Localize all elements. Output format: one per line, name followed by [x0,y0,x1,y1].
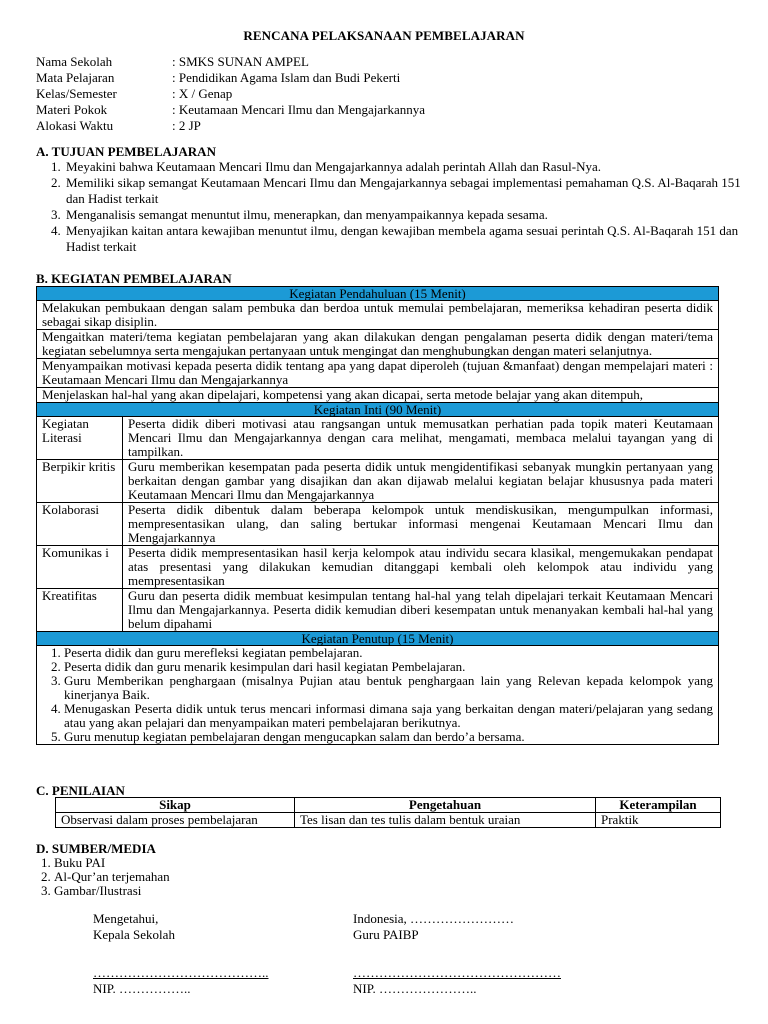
identity-key: Alokasi Waktu [36,118,114,133]
assessment-table [55,797,721,828]
assessment-header-row [56,798,721,813]
penutup-row [37,646,719,745]
assessment-cell: Praktik [596,813,721,828]
media-list [36,856,170,898]
media-item: 1. Buku PAI [54,856,170,870]
identity-key: Nama Sekolah [36,54,113,69]
inti-label: Kolaborasi [37,503,123,546]
inti-row [37,417,719,460]
inti-text: Peserta didik diberi motivasi atau rangsangan untuk memusatkan perhatian pada topik materi Keutamaan Mencari Ilmu dan Mengajarkannya dengan cara melihat, mengamati, membaca melalui tayangan yang di tampilkan. [123,417,719,460]
pendahuluan-header-row [37,287,719,301]
inti-label: Kreatifitas [37,589,123,632]
media-item: 3. Gambar/Ilustrasi [54,884,170,898]
penutup-item: 1. Peserta didik dan guru merefleksi kegiatan pembelajaran. [64,646,713,660]
assessment-header: Sikap [56,798,295,813]
pendahuluan-text: Melakukan pembukaan dengan salam pembuka dan berdoa untuk memulai pembelajaran, memeriksa kehadiran peserta didik sebagai sikap disiplin. [37,301,719,330]
inti-label: Berpikir kritis [37,460,123,503]
penutup-item: 2. Peserta didik dan guru menarik kesimpulan dari hasil kegiatan Pembelajaran. [64,660,713,674]
assessment-cell: Tes lisan dan tes tulis dalam bentuk uraian [295,813,596,828]
identity-row [36,118,425,134]
penutup-item: 4. Menugaskan Peserta didik untuk terus mencari informasi dimana saja yang berkaitan dengan materi/pelajaran yang sedang atau yang akan pelajari dan menyampaikan materi pembelajaran berikutnya. [64,702,713,730]
penutup-header-row [37,632,719,646]
signature-right [353,911,561,997]
goal-item: 4. Menyajikan kaitan antara kewajiban menuntut ilmu, dengan kewajiban membela agama sesuai perintah Q.S. Al-Baqarah 151 dan Hadist terkait [64,223,762,255]
identity-key: Mata Pelajaran [36,70,115,85]
assessment-cell: Observasi dalam proses pembelajaran [56,813,295,828]
pendahuluan-text: Menjelaskan hal-hal yang akan dipelajari, kompetensi yang akan dicapai, serta metode belajar yang akan ditempuh, [37,388,719,403]
pendahuluan-row [37,330,719,359]
identity-block [36,54,425,134]
identity-key: Kelas/Semester [36,86,117,101]
section-d-title: D. SUMBER/MEDIA [36,841,156,856]
identity-value: : X / Genap [172,86,233,101]
activities-table [36,286,719,745]
pendahuluan-row [37,388,719,403]
identity-row [36,86,425,102]
goal-item: 3. Menganalisis semangat menuntut ilmu, menerapkan, dan menyampaikannya kepada sesama. [64,207,762,223]
inti-text: Peserta didik mempresentasikan hasil kerja kelompok atau individu secara klasikal, mengemukakan pendapat atas presentasi yang dilakukan kemudian ditanggapi kembali oleh kelompok atau individu yang mempresentasikan [123,546,719,589]
penutup-item: 3. Guru Memberikan penghargaan (misalnya Pujian atau bentuk penghargaan lain yang Relevan kepada kelompok yang kinerjanya Baik. [64,674,713,702]
signature-right-line1: Indonesia, …………………… [353,911,515,926]
identity-row [36,70,425,86]
assessment-header: Pengetahuan [295,798,596,813]
inti-text: Peserta didik dibentuk dalam beberapa kelompok untuk mendiskusikan, mengumpulkan informasi, mempresentasikan ulang, dan saling bertukar informasi mengenai Keutamaan Mencari Ilmu dan Mengajarkannya [123,503,719,546]
signature-left-name-line: ………………………………….. [93,965,269,980]
signature-left [93,911,269,997]
signature-right-nip: NIP. ………………….. [353,981,477,996]
inti-header-row [37,403,719,417]
section-c-title: C. PENILAIAN [36,783,125,798]
pendahuluan-header: Kegiatan Pendahuluan (15 Menit) [37,287,719,301]
section-b-title: B. KEGIATAN PEMBELAJARAN [36,271,232,286]
signature-right-line2: Guru PAIBP [353,927,419,942]
inti-label: Komunikas i [37,546,123,589]
inti-text: Guru dan peserta didik membuat kesimpulan tentang hal-hal yang telah dipelajari terkait Keutamaan Mencari Ilmu dan Mengajarkannya. Peserta didik kemudian diberi kesempatan untuk menanyakan kembali hal-hal yang belum dipahami [123,589,719,632]
pendahuluan-text: Mengaitkan materi/tema kegiatan pembelajaran yang akan dilakukan dengan pengalaman peserta didik dengan materi/tema kegiatan sebelumnya serta mengajukan pertanyaan untuk mengingat dan menghubungkan dengan materi selanjutnya. [37,330,719,359]
goal-item: 2. Memiliki sikap semangat Keutamaan Mencari Ilmu dan Mengajarkannya sebagai implementasi pemahaman Q.S. Al-Baqarah 151 dan Hadist terkait [64,175,762,207]
signature-left-line2: Kepala Sekolah [93,927,175,942]
inti-text: Guru memberikan kesempatan pada peserta didik untuk mengidentifikasi sebanyak mungkin pertanyaan yang berkaitan dengan gambar yang disajikan dan akan dijawab melalui kegiatan belajar khususnya pada materi Keutamaan Mencari Ilmu dan Mengajarkannya [123,460,719,503]
identity-value: : Pendidikan Agama Islam dan Budi Pekerti [172,70,401,85]
signature-left-nip: NIP. …………….. [93,981,191,996]
assessment-row [56,813,721,828]
goals-list [36,159,762,255]
inti-row [37,460,719,503]
media-item: 2. Al-Qur’an terjemahan [54,870,170,884]
identity-value: : SMKS SUNAN AMPEL [172,54,309,69]
penutup-item: 5. Guru menutup kegiatan pembelajaran dengan mengucapkan salam dan berdo’a bersama. [64,730,713,744]
document-title: RENCANA PELAKSANAAN PEMBELAJARAN [243,28,525,43]
signature-left-line1: Mengetahui, [93,911,159,926]
section-a-title: A. TUJUAN PEMBELAJARAN [36,144,216,159]
identity-key: Materi Pokok [36,102,108,117]
goal-item: 1. Meyakini bahwa Keutamaan Mencari Ilmu dan Mengajarkannya adalah perintah Allah dan Rasul-Nya. [64,159,762,175]
penutup-header: Kegiatan Penutup (15 Menit) [37,632,719,646]
identity-row [36,102,425,118]
assessment-header: Keterampilan [596,798,721,813]
pendahuluan-text: Menyampaikan motivasi kepada peserta didik tentang apa yang dapat diperoleh (tujuan &manfaat) dengan mempelajari materi : Keutamaan Mencari Ilmu dan Mengajarkannya [37,359,719,388]
pendahuluan-row [37,301,719,330]
pendahuluan-row [37,359,719,388]
penutup-list [42,646,713,744]
penutup-cell [37,646,719,745]
inti-row [37,589,719,632]
inti-row [37,546,719,589]
identity-value: : 2 JP [172,118,201,133]
inti-label: Kegiatan Literasi [37,417,123,460]
signature-right-name-line: ………………………………………… [353,965,561,980]
identity-value: : Keutamaan Mencari Ilmu dan Mengajarkannya [172,102,426,117]
identity-row [36,54,425,70]
inti-row [37,503,719,546]
inti-header: Kegiatan Inti (90 Menit) [37,403,719,417]
